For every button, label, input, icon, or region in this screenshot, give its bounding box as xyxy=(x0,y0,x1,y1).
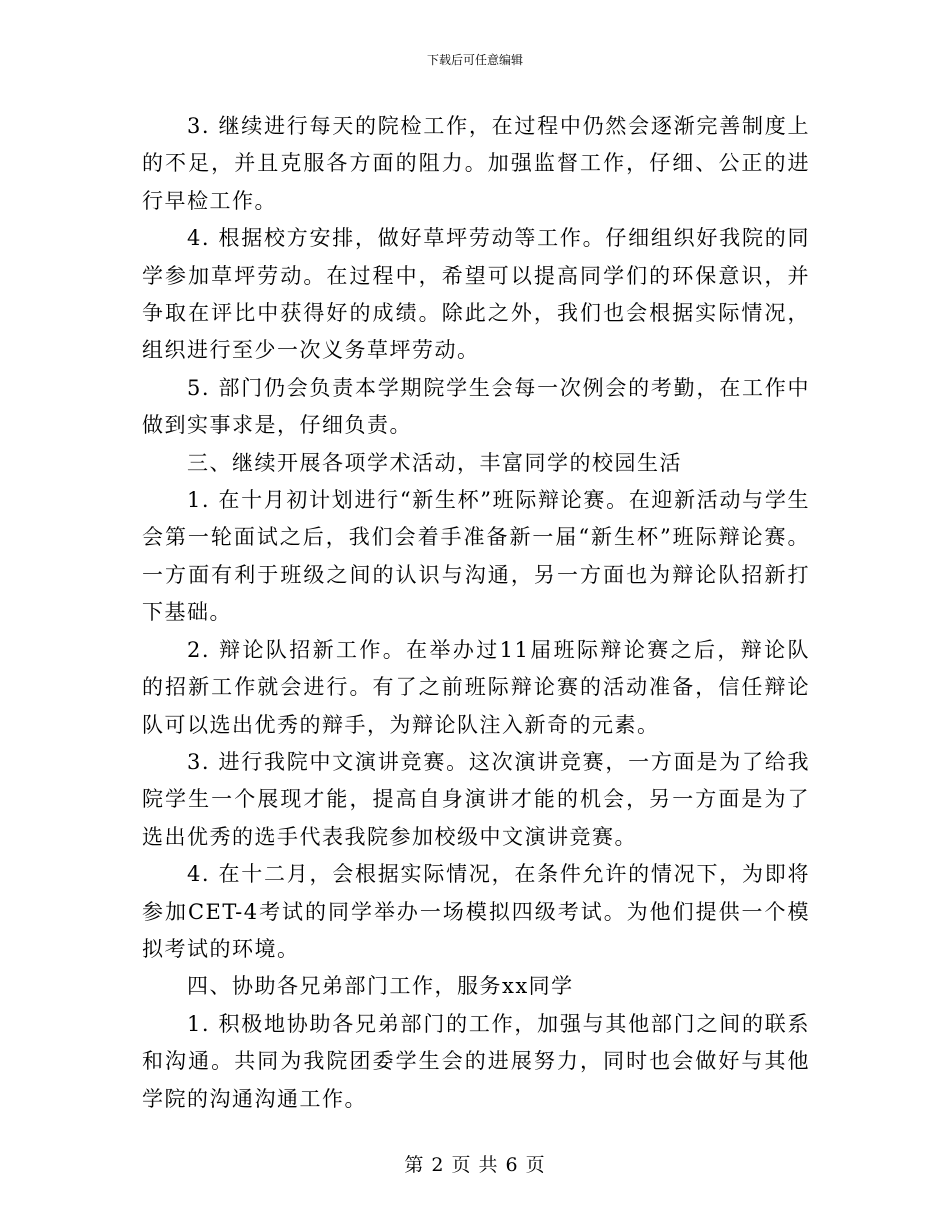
paragraph-item-2-debate-recruitment: 2. 辩论队招新工作。在举办过11届班际辩论赛之后，辩论队的招新工作就会进行。有了之前班际辩论赛的活动准备，信任辩论队可以选出优秀的辩手，为辩论队注入新奇的元素。 xyxy=(142,637,810,737)
paragraph-item-3-speech-contest: 3. 进行我院中文演讲竞赛。这次演讲竞赛，一方面是为了给我院学生一个展现才能，提高自身演讲才能的机会，另一方面是为了选出优秀的选手代表我院参加校级中文演讲竞赛。 xyxy=(142,749,810,849)
document-body xyxy=(142,108,810,1118)
section-heading-assist-departments: 四、协助各兄弟部门工作，服务xx同学 xyxy=(187,974,574,999)
section-heading-academic-activities: 三、继续开展各项学术活动，丰富同学的校园生活 xyxy=(187,450,682,475)
paragraph-item-1-debate-contest: 1. 在十月初计划进行“新生杯”班际辩论赛。在迎新活动与学生会第一轮面试之后，我们会着手准备新一届“新生杯”班际辩论赛。一方面有利于班级之间的认识与沟通，另一方面也为辩论队招新打下基础。 xyxy=(142,488,810,625)
page-header: 下载后可任意编辑 xyxy=(426,53,523,67)
paragraph-item-1-cooperation: 1. 积极地协助各兄弟部门的工作，加强与其他部门之间的联系和沟通。共同为我院团委学生会的进展努力，同时也会做好与其他学院的沟通沟通工作。 xyxy=(142,1011,810,1111)
paragraph-item-3-inspection: 3. 继续进行每天的院检工作，在过程中仍然会逐渐完善制度上的不足，并且克服各方面的阻力。加强监督工作，仔细、公正的进行早检工作。 xyxy=(142,114,810,213)
paragraph-item-4-lawn-labor: 4. 根据校方安排，做好草坪劳动等工作。仔细组织好我院的同学参加草坪劳动。在过程中，希望可以提高同学们的环保意识，并争取在评比中获得好的成绩。除此之外，我们也会根据实际情况，组织进行至少一次义务草坪劳动。 xyxy=(142,226,810,363)
page-number-footer: 第 2 页 共 6 页 xyxy=(404,1154,546,1176)
paragraph-item-4-mock-exam: 4. 在十二月，会根据实际情况，在条件允许的情况下，为即将参加CET-4考试的同学举办一场模拟四级考试。为他们提供一个模拟考试的环境。 xyxy=(142,862,810,961)
paragraph-item-5-attendance: 5. 部门仍会负责本学期院学生会每一次例会的考勤，在工作中做到实事求是，仔细负责。 xyxy=(142,375,810,438)
